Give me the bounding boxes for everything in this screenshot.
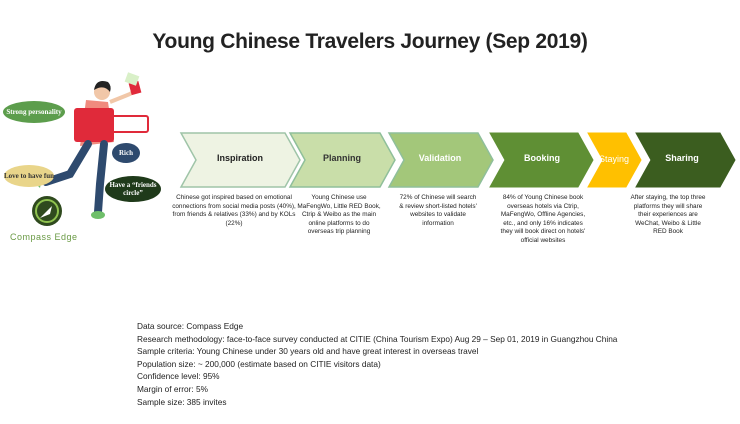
trait-bubble: Have a “friends circle”: [105, 176, 161, 202]
stage-description-inspiration: Chinese got inspired based on emotional connections from social media posts (40%), from friends & relatives (33%) and by KOLs (22%): [172, 194, 296, 227]
stage-description-sharing: After staying, the top three platforms they will share their experiences are WeChat, Weibo & Little RED Book: [630, 194, 706, 236]
note-line: Confidence level: 95%: [137, 371, 220, 382]
stage-label-inspiration: Inspiration: [216, 153, 263, 163]
stage-label-validation: Validation: [418, 153, 462, 163]
note-line: Margin of error: 5%: [137, 384, 209, 395]
stage-label-sharing: Sharing: [665, 153, 699, 163]
stage-description-planning: Young Chinese use MaFengWo, Little RED Book, Ctrip & Weibo as the main online platforms to do overseas trip planning: [297, 194, 381, 236]
trait-bubble: Love to have fun: [4, 165, 54, 187]
note-line: Sample criteria: Young Chinese under 30 years old and have great interest in overseas travel: [137, 346, 479, 357]
stage-description-validation: 72% of Chinese will search & review short-listed hotels' websites to validate information: [399, 194, 477, 227]
note-line: Population size: ~ 200,000 (estimate based on CITIE visitors data): [137, 358, 381, 369]
note-line: Sample size: 385 invites: [137, 396, 227, 407]
trait-bubble: Strong personality: [3, 101, 65, 123]
methodology-notes: [137, 320, 617, 408]
stage-label-planning: Planning: [323, 153, 361, 163]
note-line: Data source: Compass Edge: [137, 321, 244, 331]
stage-label-staying: Staying: [598, 154, 630, 164]
trait-bubble: Rich: [112, 143, 140, 163]
stage-description-booking: 84% of Young Chinese book overseas hotels via Ctrip, MaFengWo, Offline Agencies, etc., and only 16% indicates they will book direct on hotels' official websites: [500, 194, 586, 244]
stage-label-booking: Booking: [524, 153, 560, 163]
page-title: Young Chinese Travelers Journey (Sep 2019): [152, 30, 588, 53]
brand-name: Compass Edge: [10, 232, 78, 242]
note-line: Research methodology: face-to-face survey conducted at CITIE (China Tourism Expo) Aug 29 – Sep 01, 2019 in Guangzhou China: [137, 333, 618, 344]
